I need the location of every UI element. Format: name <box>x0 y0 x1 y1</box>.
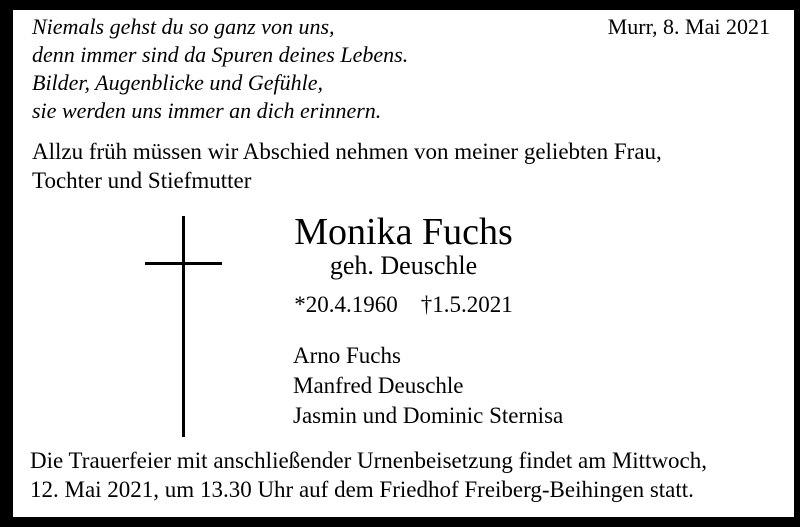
mourners-list <box>293 341 563 431</box>
funeral-line: 12. Mai 2021, um 13.30 Uhr auf dem Friedhof Freiberg-Beihingen statt. <box>30 477 694 502</box>
mourner-name: Jasmin und Dominic Sternisa <box>293 403 564 428</box>
poem-line: Niemals gehst du so ganz von uns, <box>32 14 335 39</box>
poem-line: sie werden uns immer an dich erinnern. <box>32 98 382 123</box>
intro-line: Allzu früh müssen wir Abschied nehmen von meiner geliebten Frau, <box>32 139 662 164</box>
funeral-line: Die Trauerfeier mit anschließender Urnenbeisetzung findet am Mittwoch, <box>30 448 708 473</box>
life-dates <box>13 291 794 319</box>
mourner-name: Arno Fuchs <box>293 343 401 368</box>
death-date: †1.5.2021 <box>420 292 513 317</box>
intro-line: Tochter und Stiefmutter <box>32 168 252 193</box>
memorial-poem <box>32 13 408 125</box>
mourner-name: Manfred Deuschle <box>293 373 464 398</box>
poem-line: denn immer sind da Spuren deines Lebens. <box>32 42 409 67</box>
deceased-birth-name: geh. Deuschle <box>329 251 478 280</box>
poem-line: Bilder, Augenblicke und Gefühle, <box>32 70 324 95</box>
birth-date: *20.4.1960 <box>294 292 398 317</box>
intro-paragraph <box>32 137 662 195</box>
deceased-name: Monika Fuchs <box>294 211 513 253</box>
place-dateline: Murr, 8. Mai 2021 <box>607 14 770 39</box>
funeral-info <box>30 446 707 504</box>
